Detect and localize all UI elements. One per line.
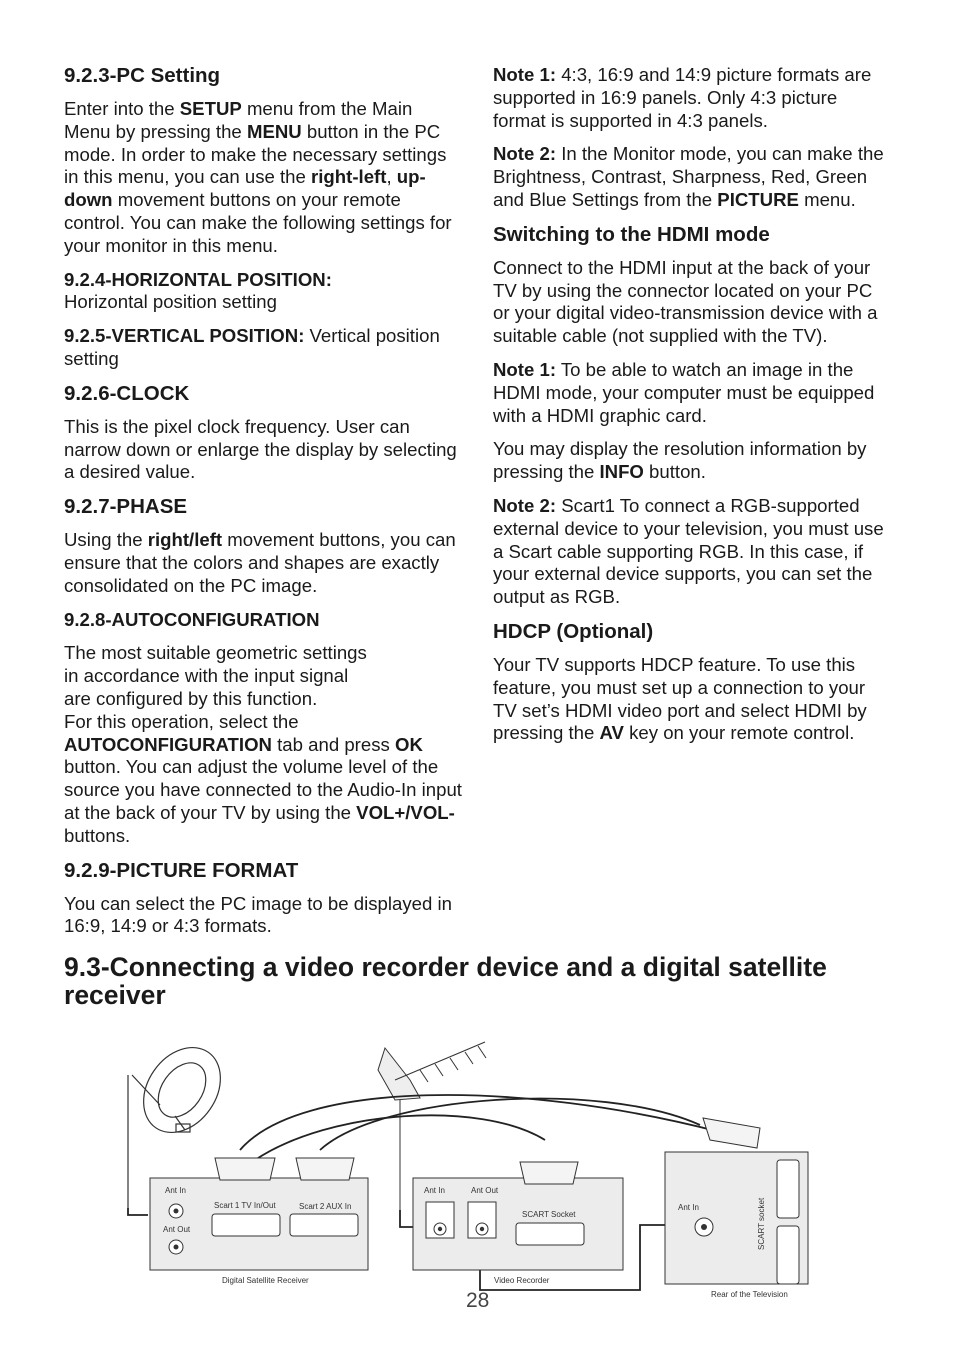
tv-caption: Rear of the Television: [711, 1290, 788, 1299]
phase-heading: 9.2.7-PHASE: [64, 495, 188, 519]
picture-format-heading: 9.2.9-PICTURE FORMAT: [64, 858, 299, 882]
video-recorder-panel: [413, 1162, 623, 1285]
hdcp-paragraph: Your TV supports HDCP feature. To use this feature, you must set up a connection to your TV set’s HDMI video port and select HDMI by pressing the AV key on your remote control.: [493, 653, 867, 744]
horizontal-position-label: 9.2.4-HORIZONTAL POSITION:: [64, 268, 332, 290]
vertical-position-paragraph: 9.2.5-VERTICAL POSITION: Vertical position setting: [64, 325, 440, 369]
autoconfiguration-heading: 9.2.8-AUTOCONFIGURATION: [64, 608, 320, 630]
pc-setting-paragraph: Enter into the SETUP menu from the Main Menu by pressing the MENU button in the PC mode. In order to make the necessary settings in this menu, you can use the right-left, up-down movement buttons on your remote control. You can make the following settings for your monitor in this menu.: [64, 98, 452, 256]
vertical-position-label: 9.2.5-VERTICAL POSITION:: [64, 325, 305, 347]
satellite-receiver-panel: [150, 1158, 368, 1285]
vcr-scart-label: SCART Socket: [522, 1210, 576, 1219]
note2-monitor-mode: Note 2: In the Monitor mode, you can make the Brightness, Contrast, Sharpness, Red, Green and Blue Settings from the PICTURE menu.: [493, 143, 884, 210]
tv-ant-in-label: Ant In: [678, 1203, 699, 1212]
receiver-ant-in-label: Ant In: [165, 1186, 186, 1195]
section-title: 9.3-Connecting a video recorder device and a digital satellite receiver: [64, 952, 827, 1010]
hdmi-paragraph: Connect to the HDMI input at the back of your TV by using the connector located on your PC or your digital video-transmission device with a suitable cable (not supplied with the TV).: [493, 256, 878, 347]
connection-diagram: [0, 1020, 954, 1320]
horizontal-position-paragraph: 9.2.4-HORIZONTAL POSITION: Horizontal position setting: [64, 268, 332, 313]
receiver-scart1-label: Scart 1 TV In/Out: [214, 1201, 276, 1210]
page-number: 28: [466, 1289, 490, 1312]
vcr-ant-in-label: Ant In: [424, 1186, 445, 1195]
note1-hdmi: Note 1: To be able to watch an image in the HDMI mode, your computer must be equipped with a HDMI graphic card.: [493, 358, 875, 426]
tv-scart-label: SCART socket: [757, 1197, 766, 1250]
note2-scart: Note 2: Scart1 To connect a RGB-supported external device to your television, you must use a Scart cable supporting RGB. In this case, if your external device supports, you can set the output as RGB.: [493, 494, 884, 608]
left-column: [64, 64, 462, 949]
autoconfiguration-paragraph: The most suitable geometric settings in accordance with the input signal are configured by this function. For this operation, select the AUTOCONFIGURATION tab and press OK button. You can adjust the volume level of the source you have connected to the Audio-In input at the back of your TV by using the VOL+/VOL- buttons.: [64, 642, 462, 846]
phase-paragraph: Using the right/left movement buttons, you can ensure that the colors and shapes are exactly consolidated on the PC image.: [64, 529, 456, 596]
pc-setting-heading: 9.2.3-PC Setting: [64, 64, 221, 87]
receiver-caption: Digital Satellite Receiver: [222, 1276, 309, 1285]
receiver-scart2-label: Scart 2 AUX In: [299, 1202, 352, 1211]
note1-picture-formats: Note 1: 4:3, 16:9 and 14:9 picture formats are supported in 16:9 panels. Only 4:3 picture format is supported in 4:3 panels.: [493, 64, 872, 131]
receiver-ant-out-label: Ant Out: [163, 1225, 191, 1234]
vcr-ant-out-label: Ant Out: [471, 1186, 499, 1195]
clock-heading: 9.2.6-CLOCK: [64, 381, 190, 405]
hdmi-heading: Switching to the HDMI mode: [493, 222, 770, 246]
info-paragraph: You may display the resolution information by pressing the INFO button.: [493, 438, 867, 483]
right-column: [493, 64, 891, 756]
picture-format-paragraph: You can select the PC image to be displayed in 16:9, 14:9 or 4:3 formats.: [64, 892, 452, 937]
clock-paragraph: This is the pixel clock frequency. User can narrow down or enlarge the display by selecting a desired value.: [64, 415, 457, 483]
vcr-caption: Video Recorder: [494, 1276, 550, 1285]
tv-rear-panel: [665, 1118, 808, 1299]
hdcp-heading: HDCP (Optional): [493, 619, 654, 643]
